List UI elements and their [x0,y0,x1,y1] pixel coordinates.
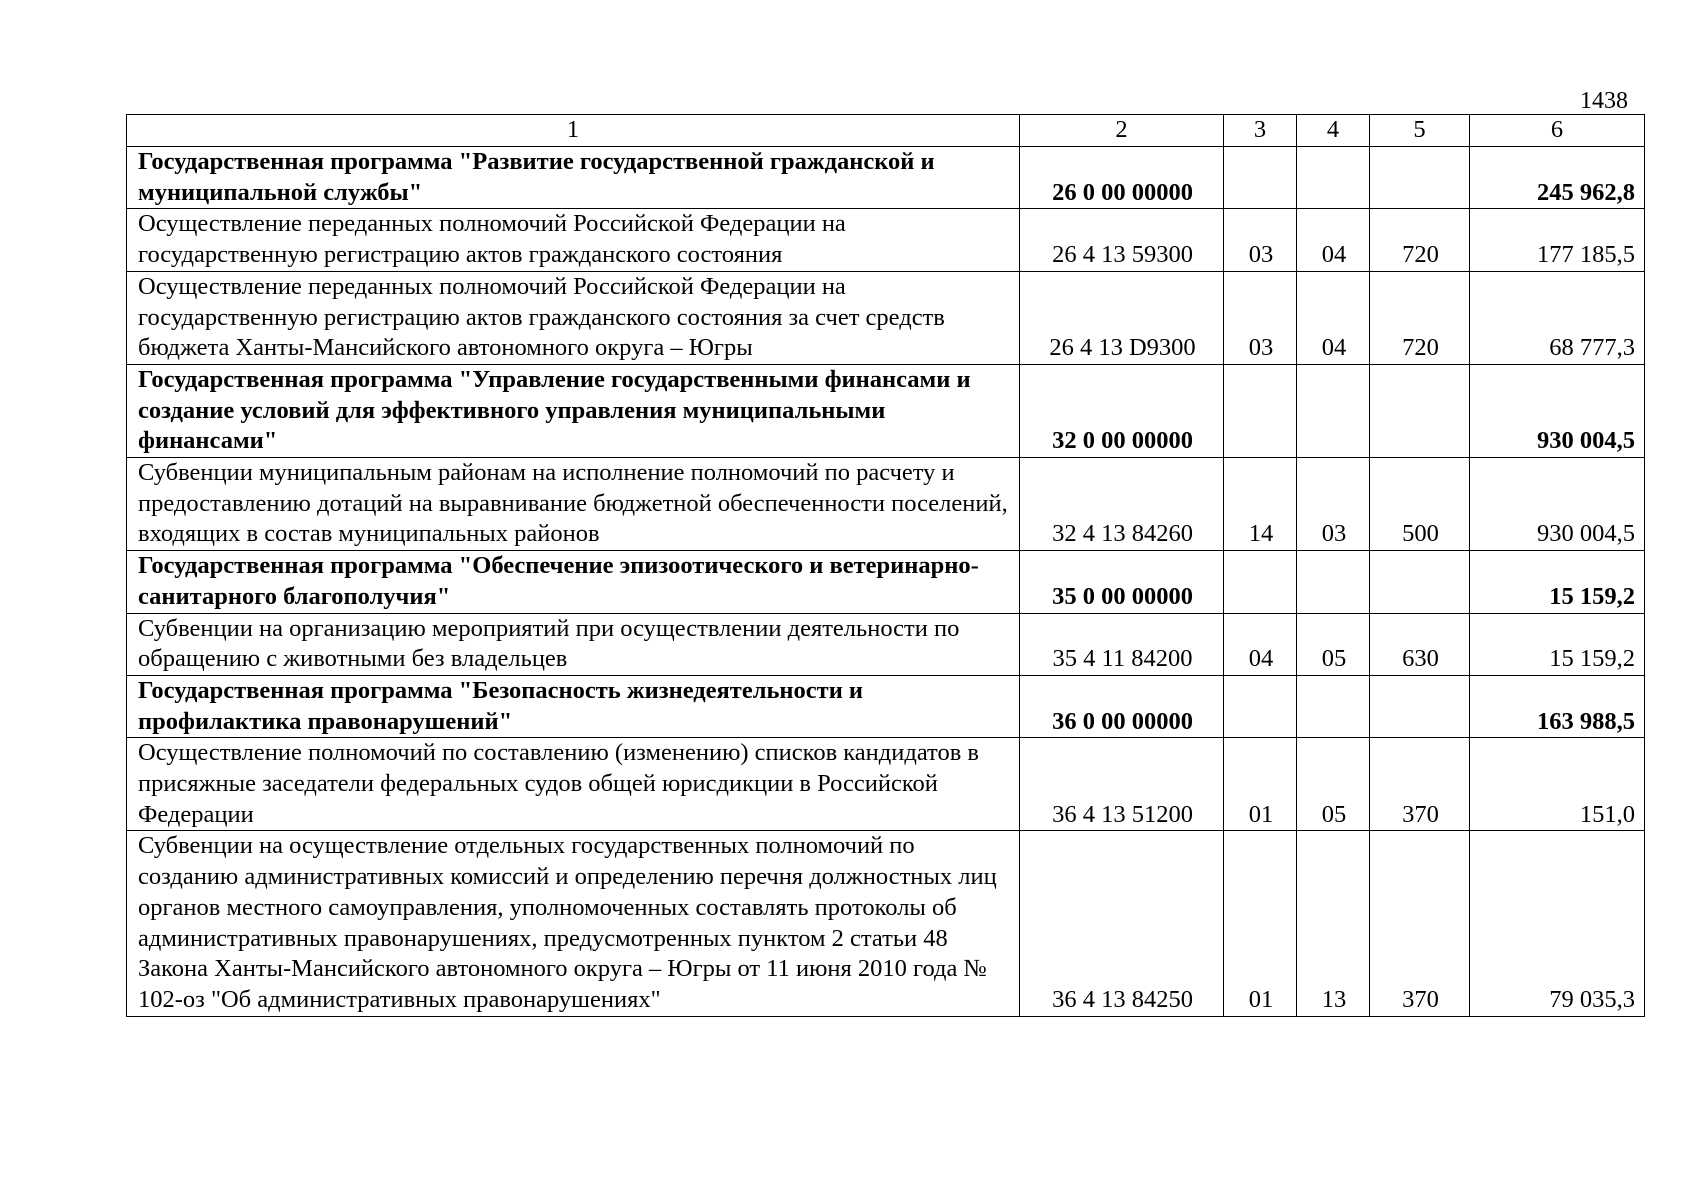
row-col5: 370 [1370,831,1470,1016]
row-code: 36 0 00 00000 [1020,675,1224,737]
row-amount: 151,0 [1470,738,1645,831]
row-name: Осуществление переданных полномочий Российской Федерации на государственную регистрацию актов гражданского состояния [127,209,1020,271]
row-name: Государственная программа "Развитие государственной гражданской и муниципальной службы" [127,147,1020,209]
column-header-2: 2 [1020,115,1224,147]
row-amount: 245 962,8 [1470,147,1645,209]
row-code: 26 4 13 59300 [1020,209,1224,271]
table-row-program [127,364,1645,457]
row-amount: 177 185,5 [1470,209,1645,271]
table-row [127,831,1645,1016]
table-row [127,209,1645,271]
row-name: Осуществление переданных полномочий Российской Федерации на государственную регистрацию актов гражданского состояния за счет средств бюджета Ханты-Мансийского автономного округа – Югры [127,271,1020,364]
row-col3 [1224,551,1297,613]
row-name: Осуществление полномочий по составлению (изменению) списков кандидатов в присяжные заседатели федеральных судов общей юрисдикции в Российской Федерации [127,738,1020,831]
row-code: 36 4 13 84250 [1020,831,1224,1016]
row-amount: 930 004,5 [1470,458,1645,551]
table-row-program [127,147,1645,209]
table-row-program [127,551,1645,613]
row-col5 [1370,551,1470,613]
table-row [127,613,1645,675]
row-code: 26 4 13 D9300 [1020,271,1224,364]
row-col3: 01 [1224,738,1297,831]
row-col5 [1370,675,1470,737]
row-col4 [1297,551,1370,613]
row-col4: 13 [1297,831,1370,1016]
row-code: 36 4 13 51200 [1020,738,1224,831]
row-code: 32 4 13 84260 [1020,458,1224,551]
column-header-6: 6 [1470,115,1645,147]
row-amount: 15 159,2 [1470,551,1645,613]
table-row-program [127,675,1645,737]
row-name: Субвенции на организацию мероприятий при осуществлении деятельности по обращению с животными без владельцев [127,613,1020,675]
row-col4: 05 [1297,613,1370,675]
row-col5: 370 [1370,738,1470,831]
row-col4 [1297,147,1370,209]
row-col4: 03 [1297,458,1370,551]
row-col4: 04 [1297,209,1370,271]
row-col3: 03 [1224,209,1297,271]
row-amount: 68 777,3 [1470,271,1645,364]
row-col4: 05 [1297,738,1370,831]
row-amount: 79 035,3 [1470,831,1645,1016]
row-name: Государственная программа "Обеспечение эпизоотического и ветеринарно-санитарного благополучия" [127,551,1020,613]
row-amount: 15 159,2 [1470,613,1645,675]
row-name: Государственная программа "Безопасность жизнедеятельности и профилактика правонарушений" [127,675,1020,737]
row-col5: 630 [1370,613,1470,675]
table-header [127,115,1645,147]
row-amount: 163 988,5 [1470,675,1645,737]
column-header-5: 5 [1370,115,1470,147]
row-col4 [1297,364,1370,457]
row-code: 32 0 00 00000 [1020,364,1224,457]
row-col5: 720 [1370,271,1470,364]
row-col3: 01 [1224,831,1297,1016]
table-row [127,458,1645,551]
row-name: Субвенции на осуществление отдельных государственных полномочий по созданию административных комиссий и определению перечня должностных лиц органов местного самоуправления, уполномоченных составлять протоколы об административных правонарушениях, предусмотренных пунктом 2 статьи 48 Закона Ханты-Мансийского автономного округа – Югры от 11 июня 2010 года № 102-оз "Об административных правонарушениях" [127,831,1020,1016]
column-header-4: 4 [1297,115,1370,147]
page-number: 1438 [1580,88,1628,114]
row-code: 35 4 11 84200 [1020,613,1224,675]
row-col3: 03 [1224,271,1297,364]
row-col4: 04 [1297,271,1370,364]
row-col3: 04 [1224,613,1297,675]
row-col3 [1224,147,1297,209]
row-name: Субвенции муниципальным районам на исполнение полномочий по расчету и предоставлению дотаций на выравнивание бюджетной обеспеченности поселений, входящих в состав муниципальных районов [127,458,1020,551]
table-body [127,147,1645,1017]
table-row [127,271,1645,364]
row-col3 [1224,675,1297,737]
row-col5 [1370,364,1470,457]
row-col4 [1297,675,1370,737]
table-row [127,738,1645,831]
row-code: 35 0 00 00000 [1020,551,1224,613]
header-row [127,115,1645,147]
row-col5 [1370,147,1470,209]
row-col3 [1224,364,1297,457]
row-name: Государственная программа "Управление государственными финансами и создание условий для эффективного управления муниципальными финансами" [127,364,1020,457]
row-code: 26 0 00 00000 [1020,147,1224,209]
column-header-3: 3 [1224,115,1297,147]
budget-table [126,114,1645,1017]
row-col3: 14 [1224,458,1297,551]
row-amount: 930 004,5 [1470,364,1645,457]
row-col5: 500 [1370,458,1470,551]
column-header-1: 1 [127,115,1020,147]
row-col5: 720 [1370,209,1470,271]
